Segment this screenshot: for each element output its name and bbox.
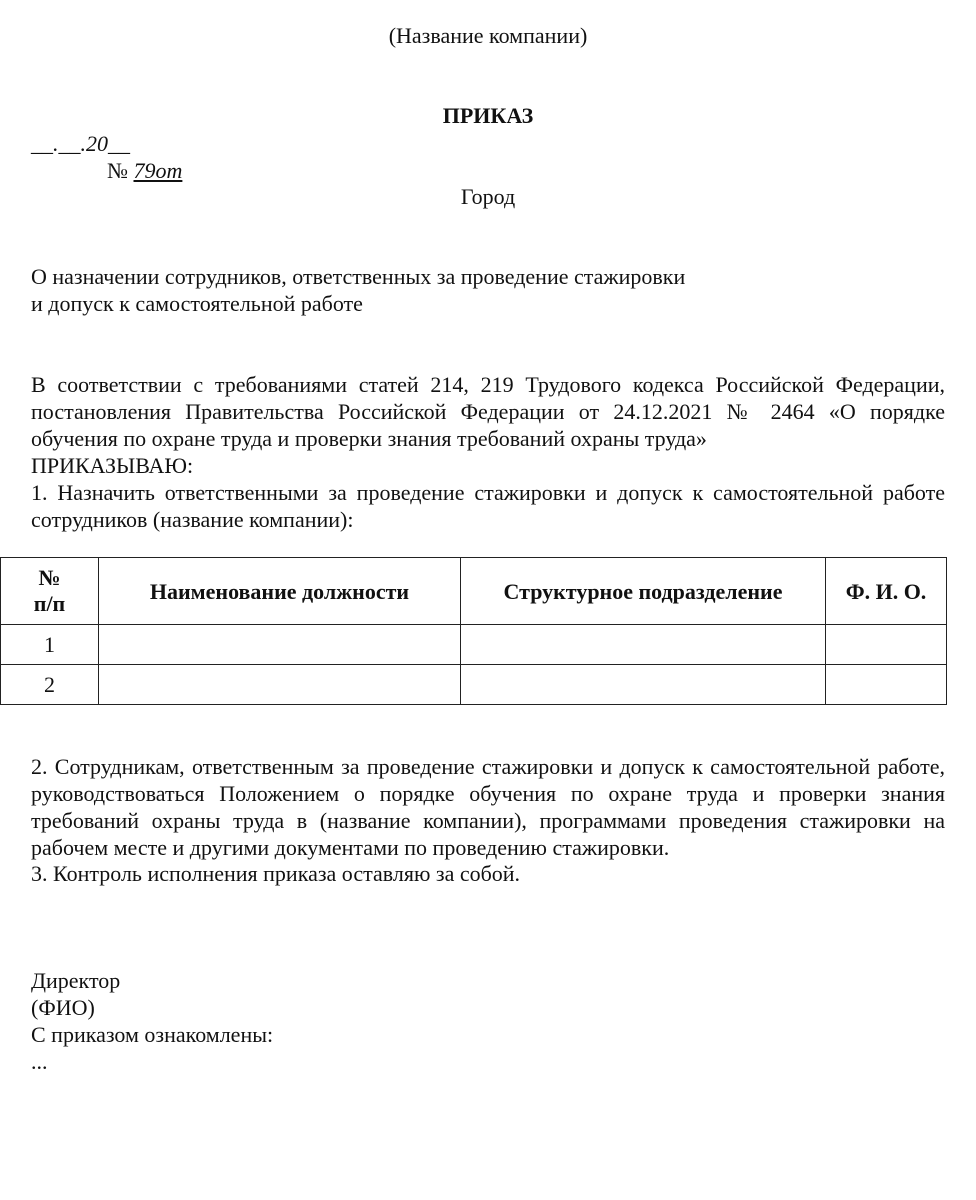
header-number	[1, 558, 99, 625]
table-row	[1, 625, 947, 665]
city: Город	[460, 184, 516, 209]
cell-number: 1	[1, 625, 99, 665]
header-department: Структурное подразделение	[461, 558, 826, 625]
order-subject-line2: и допуск к самостоятельной работе	[31, 291, 363, 316]
table-row	[1, 665, 947, 705]
order-word: ПРИКАЗЫВАЮ:	[31, 453, 194, 478]
item-2-paragraph: 2. Сотрудникам, ответственным за проведение стажировки и допуск к самостоятельной работе, руководствоваться Положением о порядке обучения по охране труда и проверки знания требований охраны труда в (название компании), программами проведения стажировки на рабочем месте и другими документами по проведению стажировки.	[31, 754, 945, 860]
order-number	[107, 157, 182, 184]
order-subject-line1: О назначении сотрудников, ответственных за проведение стажировки	[31, 264, 686, 289]
responsible-staff-table	[0, 557, 947, 705]
document-title: ПРИКАЗ	[442, 103, 534, 128]
order-date: __.__.20__	[31, 131, 130, 156]
header-number-line2: п/п	[33, 591, 66, 616]
cell-fio	[826, 625, 947, 665]
acknowledgement-label: С приказом ознакомлены:	[31, 1022, 274, 1047]
table-header-row	[1, 558, 947, 625]
order-subject	[31, 263, 945, 317]
cell-position	[99, 665, 461, 705]
cell-position	[99, 625, 461, 665]
order-number-prefix: №	[107, 158, 134, 183]
header-number-line1: №	[38, 565, 61, 590]
acknowledgement-ellipsis: ...	[31, 1049, 48, 1074]
item-3-paragraph: 3. Контроль исполнения приказа оставляю за собой.	[31, 861, 521, 886]
item-1-paragraph: 1. Назначить ответственными за проведение стажировки и допуск к самостоятельной работе сотрудников (название компании):	[31, 480, 945, 532]
cell-department	[461, 665, 826, 705]
legal-basis-paragraph: В соответствии с требованиями статей 214, 219 Трудового кодекса Российской Федерации, постановления Правительства Российской Федерации от 24.12.2021 № 2464 «О порядке обучения по охране труда и проверки знания требований охраны труда»	[31, 372, 945, 451]
company-name: (Название компании)	[388, 23, 588, 48]
cell-number: 2	[1, 665, 99, 705]
order-number-value: 79от	[133, 158, 183, 183]
cell-fio	[826, 665, 947, 705]
header-fio: Ф. И. О.	[826, 558, 947, 625]
signatory-role: Директор	[31, 968, 121, 993]
header-position: Наименование должности	[99, 558, 461, 625]
signatory-name: (ФИО)	[31, 995, 95, 1020]
cell-department	[461, 625, 826, 665]
